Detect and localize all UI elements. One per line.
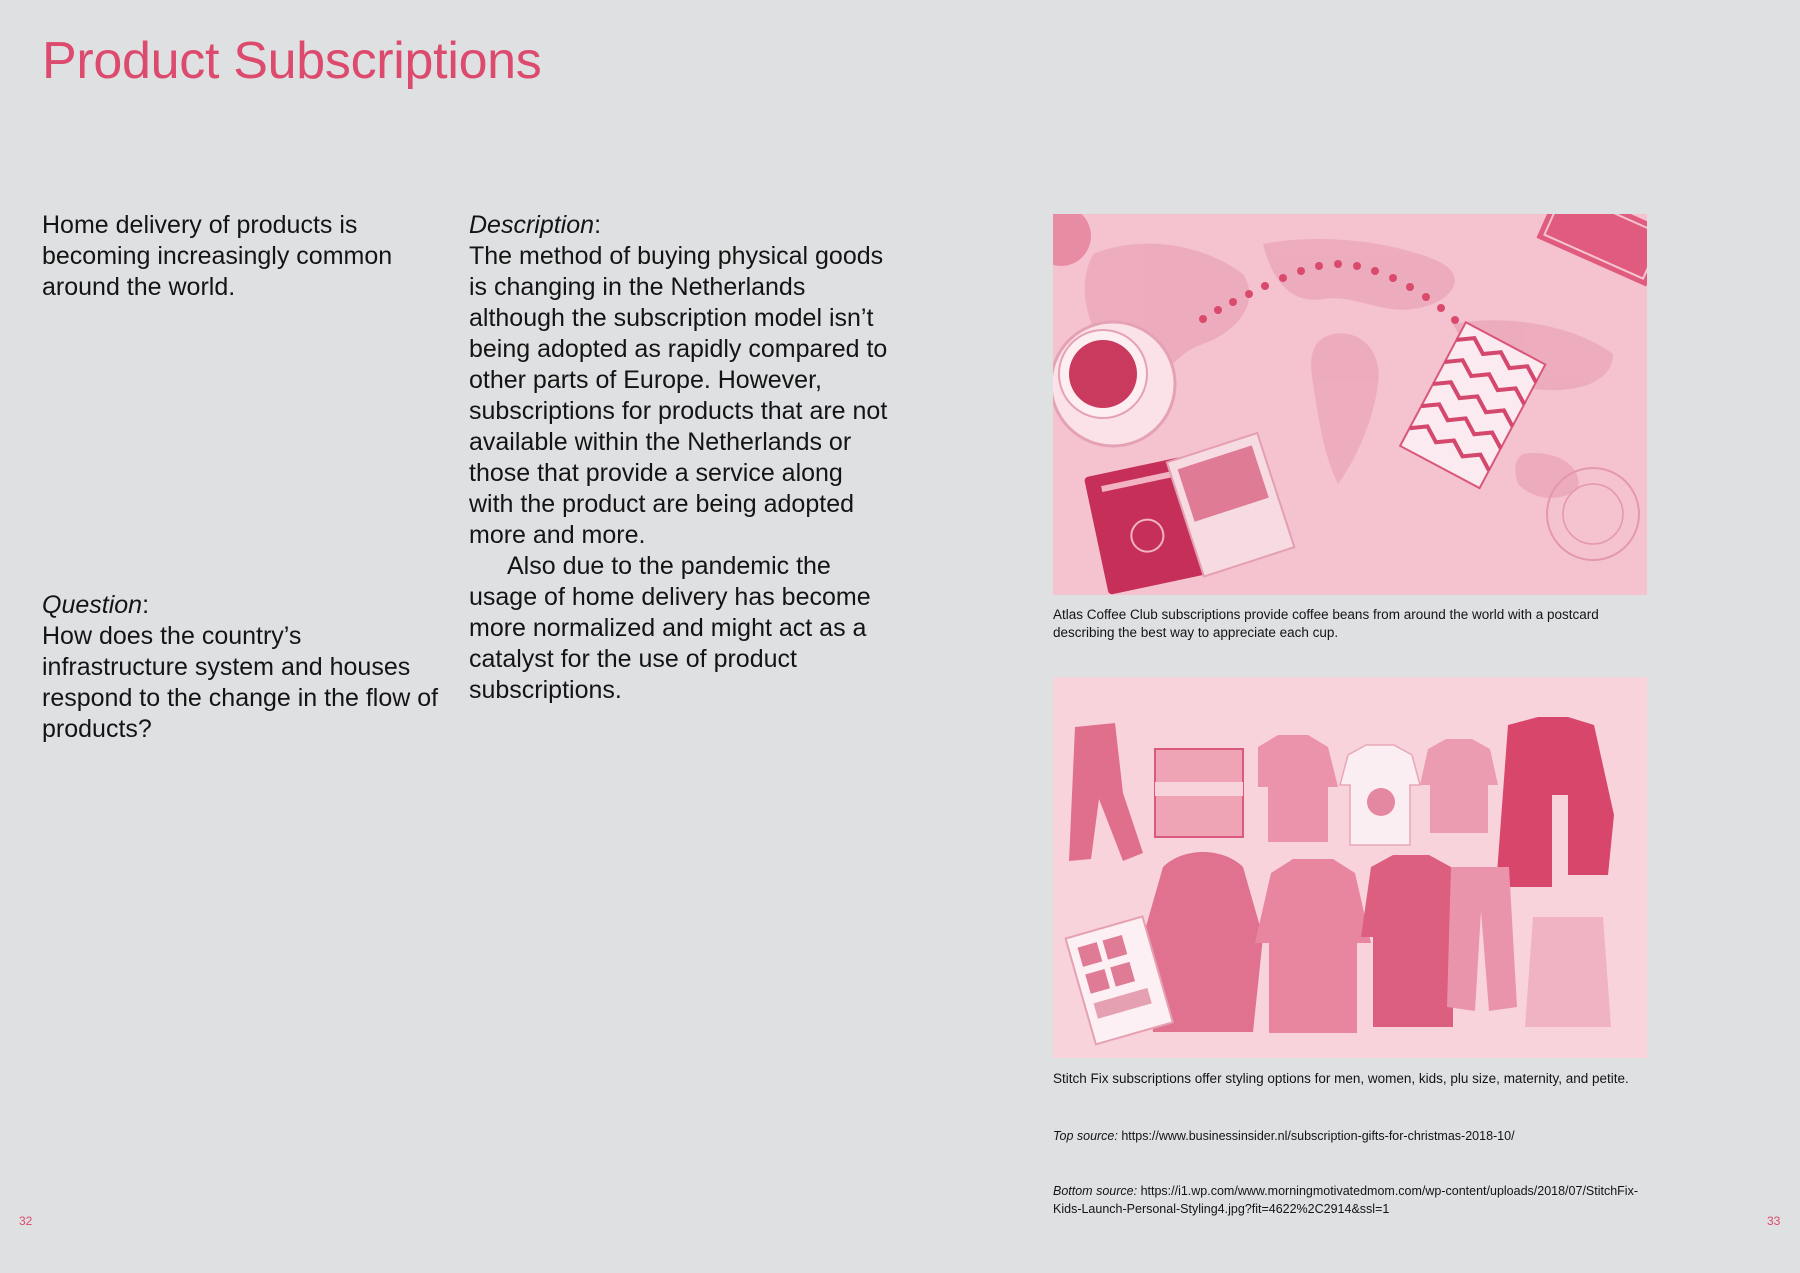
stitch-fix-illustration bbox=[1053, 677, 1647, 1058]
description-label-line bbox=[469, 210, 889, 241]
top-image-caption: Atlas Coffee Club subscriptions provide coffee beans from around the world with a postcard describing the best way to appreciate each cup. bbox=[1053, 607, 1599, 640]
description-colon: : bbox=[594, 211, 602, 239]
description-block bbox=[469, 210, 889, 706]
left-page-number: 32 bbox=[19, 1214, 33, 1228]
question-colon: : bbox=[142, 591, 150, 619]
bottom-image-caption: Stitch Fix subscriptions offer styling options for men, women, kids, plu size, maternity, and petite. bbox=[1053, 1071, 1629, 1086]
question-label-line bbox=[42, 590, 452, 621]
intro-text: Home delivery of products is becoming increasingly common around the world. bbox=[42, 211, 393, 301]
description-paragraph-1: The method of buying physical goods is changing in the Netherlands although the subscription model isn’t being adopted as rapidly compared to other parts of Europe. However, subscriptions for products that are not available within the Netherlands or those that provide a service along with the product are being adopted more and more. bbox=[469, 242, 888, 549]
question-text: How does the country’s infrastructure system and houses respond to the change in the flow of products? bbox=[42, 622, 439, 743]
atlas-coffee-illustration bbox=[1053, 214, 1647, 595]
description-paragraph-2: Also due to the pandemic the usage of home delivery has become more normalized and might act as a catalyst for the use of product subscriptions. bbox=[469, 552, 871, 704]
right-page-number: 33 bbox=[1767, 1214, 1781, 1228]
bottom-source bbox=[1053, 1182, 1663, 1218]
description-label: Description bbox=[469, 211, 595, 239]
question-label: Question bbox=[42, 591, 143, 619]
top-source-label: Top source: bbox=[1053, 1129, 1118, 1143]
bottom-source-link[interactable]: https://i1.wp.com/www.morningmotivatedmom.com/wp-content/uploads/2018/07/StitchFix-Kids-Launch-Personal-Styling4.jpg?fit=4622%2C2914&ssl=1 bbox=[1053, 1184, 1638, 1216]
question-block bbox=[42, 590, 452, 745]
top-source bbox=[1053, 1127, 1653, 1145]
atlas-coffee-photo bbox=[1053, 214, 1647, 595]
bottom-source-label: Bottom source: bbox=[1053, 1184, 1138, 1198]
page-title: Product Subscriptions bbox=[42, 32, 542, 90]
stitch-fix-photo bbox=[1053, 677, 1647, 1058]
top-source-link[interactable]: https://www.businessinsider.nl/subscription-gifts-for-christmas-2018-10/ bbox=[1121, 1129, 1515, 1143]
